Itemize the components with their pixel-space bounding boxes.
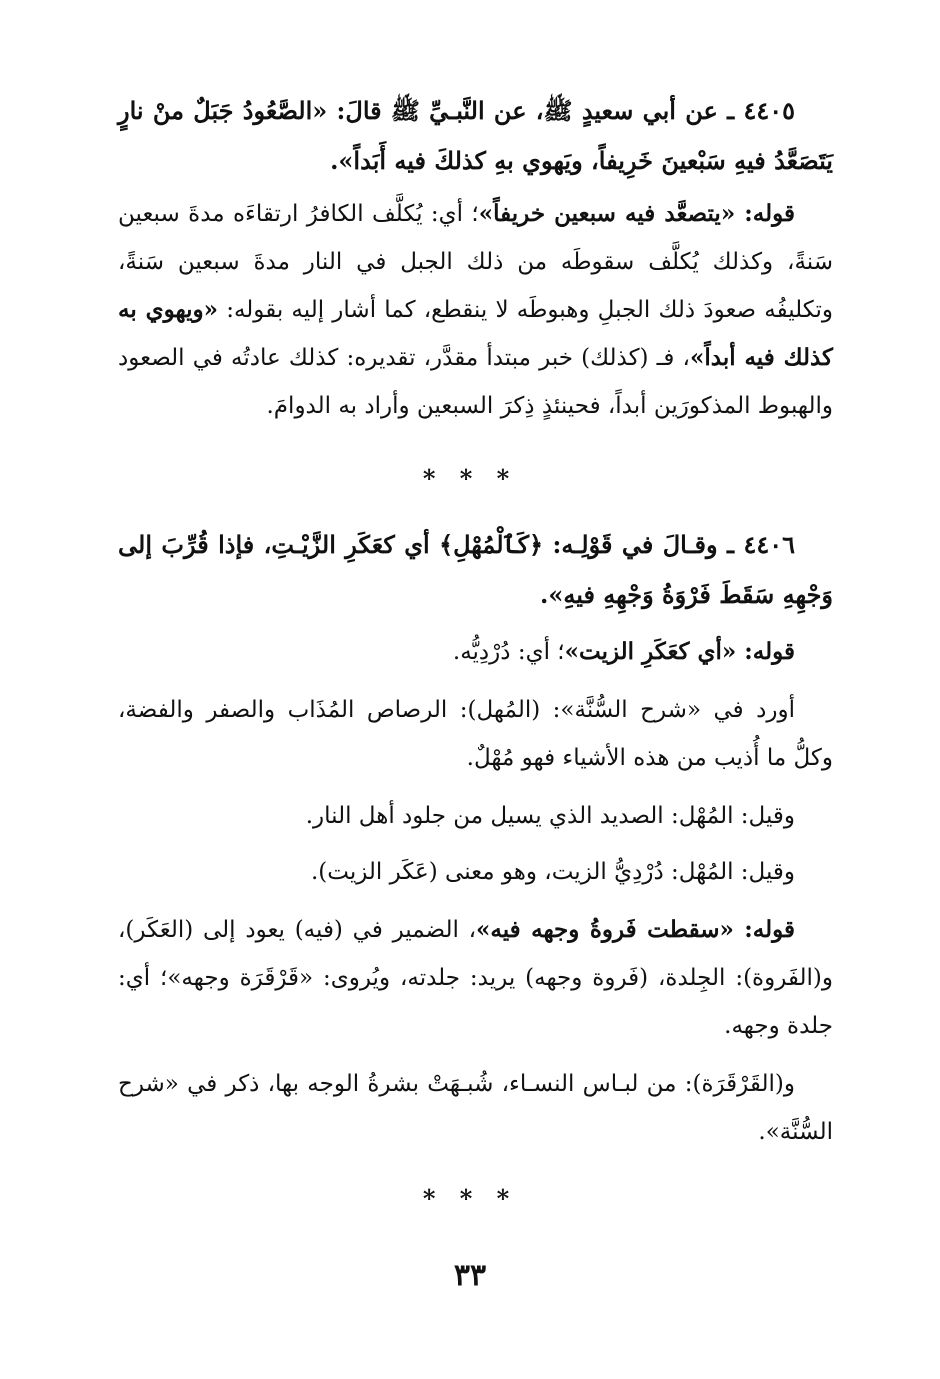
commentary-4406-p4: وقيل: المُهْل: دُرْدِيُّ الزيت، وهو معنى (عَكَر الزيت). [310, 859, 795, 885]
commentary-lead: قوله: «يتصعَّد فيه سبعين خريفاً» [478, 200, 795, 227]
hadith-4405 [118, 86, 833, 186]
section-separator: * * * [422, 1184, 518, 1213]
commentary-4406-p2: أورد في «شرح السُّنَّة»: (المُهل): الرصاص المُذَاب والصفر والفضة، وكلُّ ما أُذيب من هذه الأشياء فهو مُهْلٌ. [118, 697, 833, 771]
commentary-4406-p5 [118, 906, 833, 1050]
commentary-4406-p3: وقيل: المُهْل: الصديد الذي يسيل من جلود أهل النار. [305, 803, 795, 829]
commentary-4406-p6: و(القَرْقَرَة): من لبـاس النسـاء، شُبـهَتْ بشرةُ الوجه بها، ذكر في «شرح السُّنَّة». [118, 1071, 833, 1145]
hadith-4406 [118, 520, 833, 620]
hadith-text: ـ وقـالَ في قَوْلِـه: ﴿كَٱلْمُهْلِ﴾ أي كعَكَرِ الزَّيْـتِ، فإذا قُرِّبَ إلى وَجْهِهِ سَقَطَ فَرْوَةُ وَجْهِهِ فيهِ». [118, 530, 833, 609]
section-separator: * * * [422, 464, 518, 493]
commentary-body: ؛ أي: يُكلَّف الكافرُ ارتقاءَه مدةَ سبعين سَنةً، وكذلك يُكلَّف سقوطَه من ذلك الجبل في النار مدةَ سبعين سَنةً، وتكليفُه صعودَ ذلك الجبلِ وهبوطَه لا ينقطع، كما أشار إليه بقوله: [118, 201, 834, 323]
commentary-lead: قوله: «أي كعَكَرِ الزيت» [564, 638, 795, 665]
page-number: ٣٣ [453, 1258, 487, 1293]
commentary-lead: قوله: «سقطت فَروةُ وجهه فيه» [476, 916, 795, 943]
commentary-body: ؛ أي: دُرْدِيُّه. [452, 639, 565, 665]
commentary-tail: ، فـ (كذلك) خبر مبتدأ مقدَّر، تقديره: كذلك عادتُه في الصعود والهبوط المذكورَين أبداً، فحينئذٍ ذِكرَ السبعين وأراد به الدوامَ. [118, 345, 833, 419]
commentary-body: ، الضمير في (فيه) يعود إلى (العَكَر)، و(الفَروة): الجِلدة، (فَروة وجهه) يريد: جلدته، ويُروى: «قَرْقَرَة وجهه»؛ أي: جلدة وجهه. [118, 917, 833, 1039]
commentary-4406-p1 [118, 628, 833, 676]
commentary-4405 [118, 190, 833, 430]
hadith-number: ٤٤٠٦ [743, 530, 795, 559]
commentary-quote: «ويهوي به كذلك فيه أبداً» [118, 296, 833, 371]
hadith-number: ٤٤٠٥ [743, 96, 795, 125]
hadith-text: ـ عن أبي سعيدٍ ﷺ، عن النَّبـيِّ ﷺ قالَ: «الصَّعُودُ جَبَلٌ منْ نارٍ يَتَصَعَّدُ فيهِ سَبْعينَ خَرِيفاً، ويَهوي بهِ كذلكَ فيه أَبَداً». [118, 96, 833, 175]
